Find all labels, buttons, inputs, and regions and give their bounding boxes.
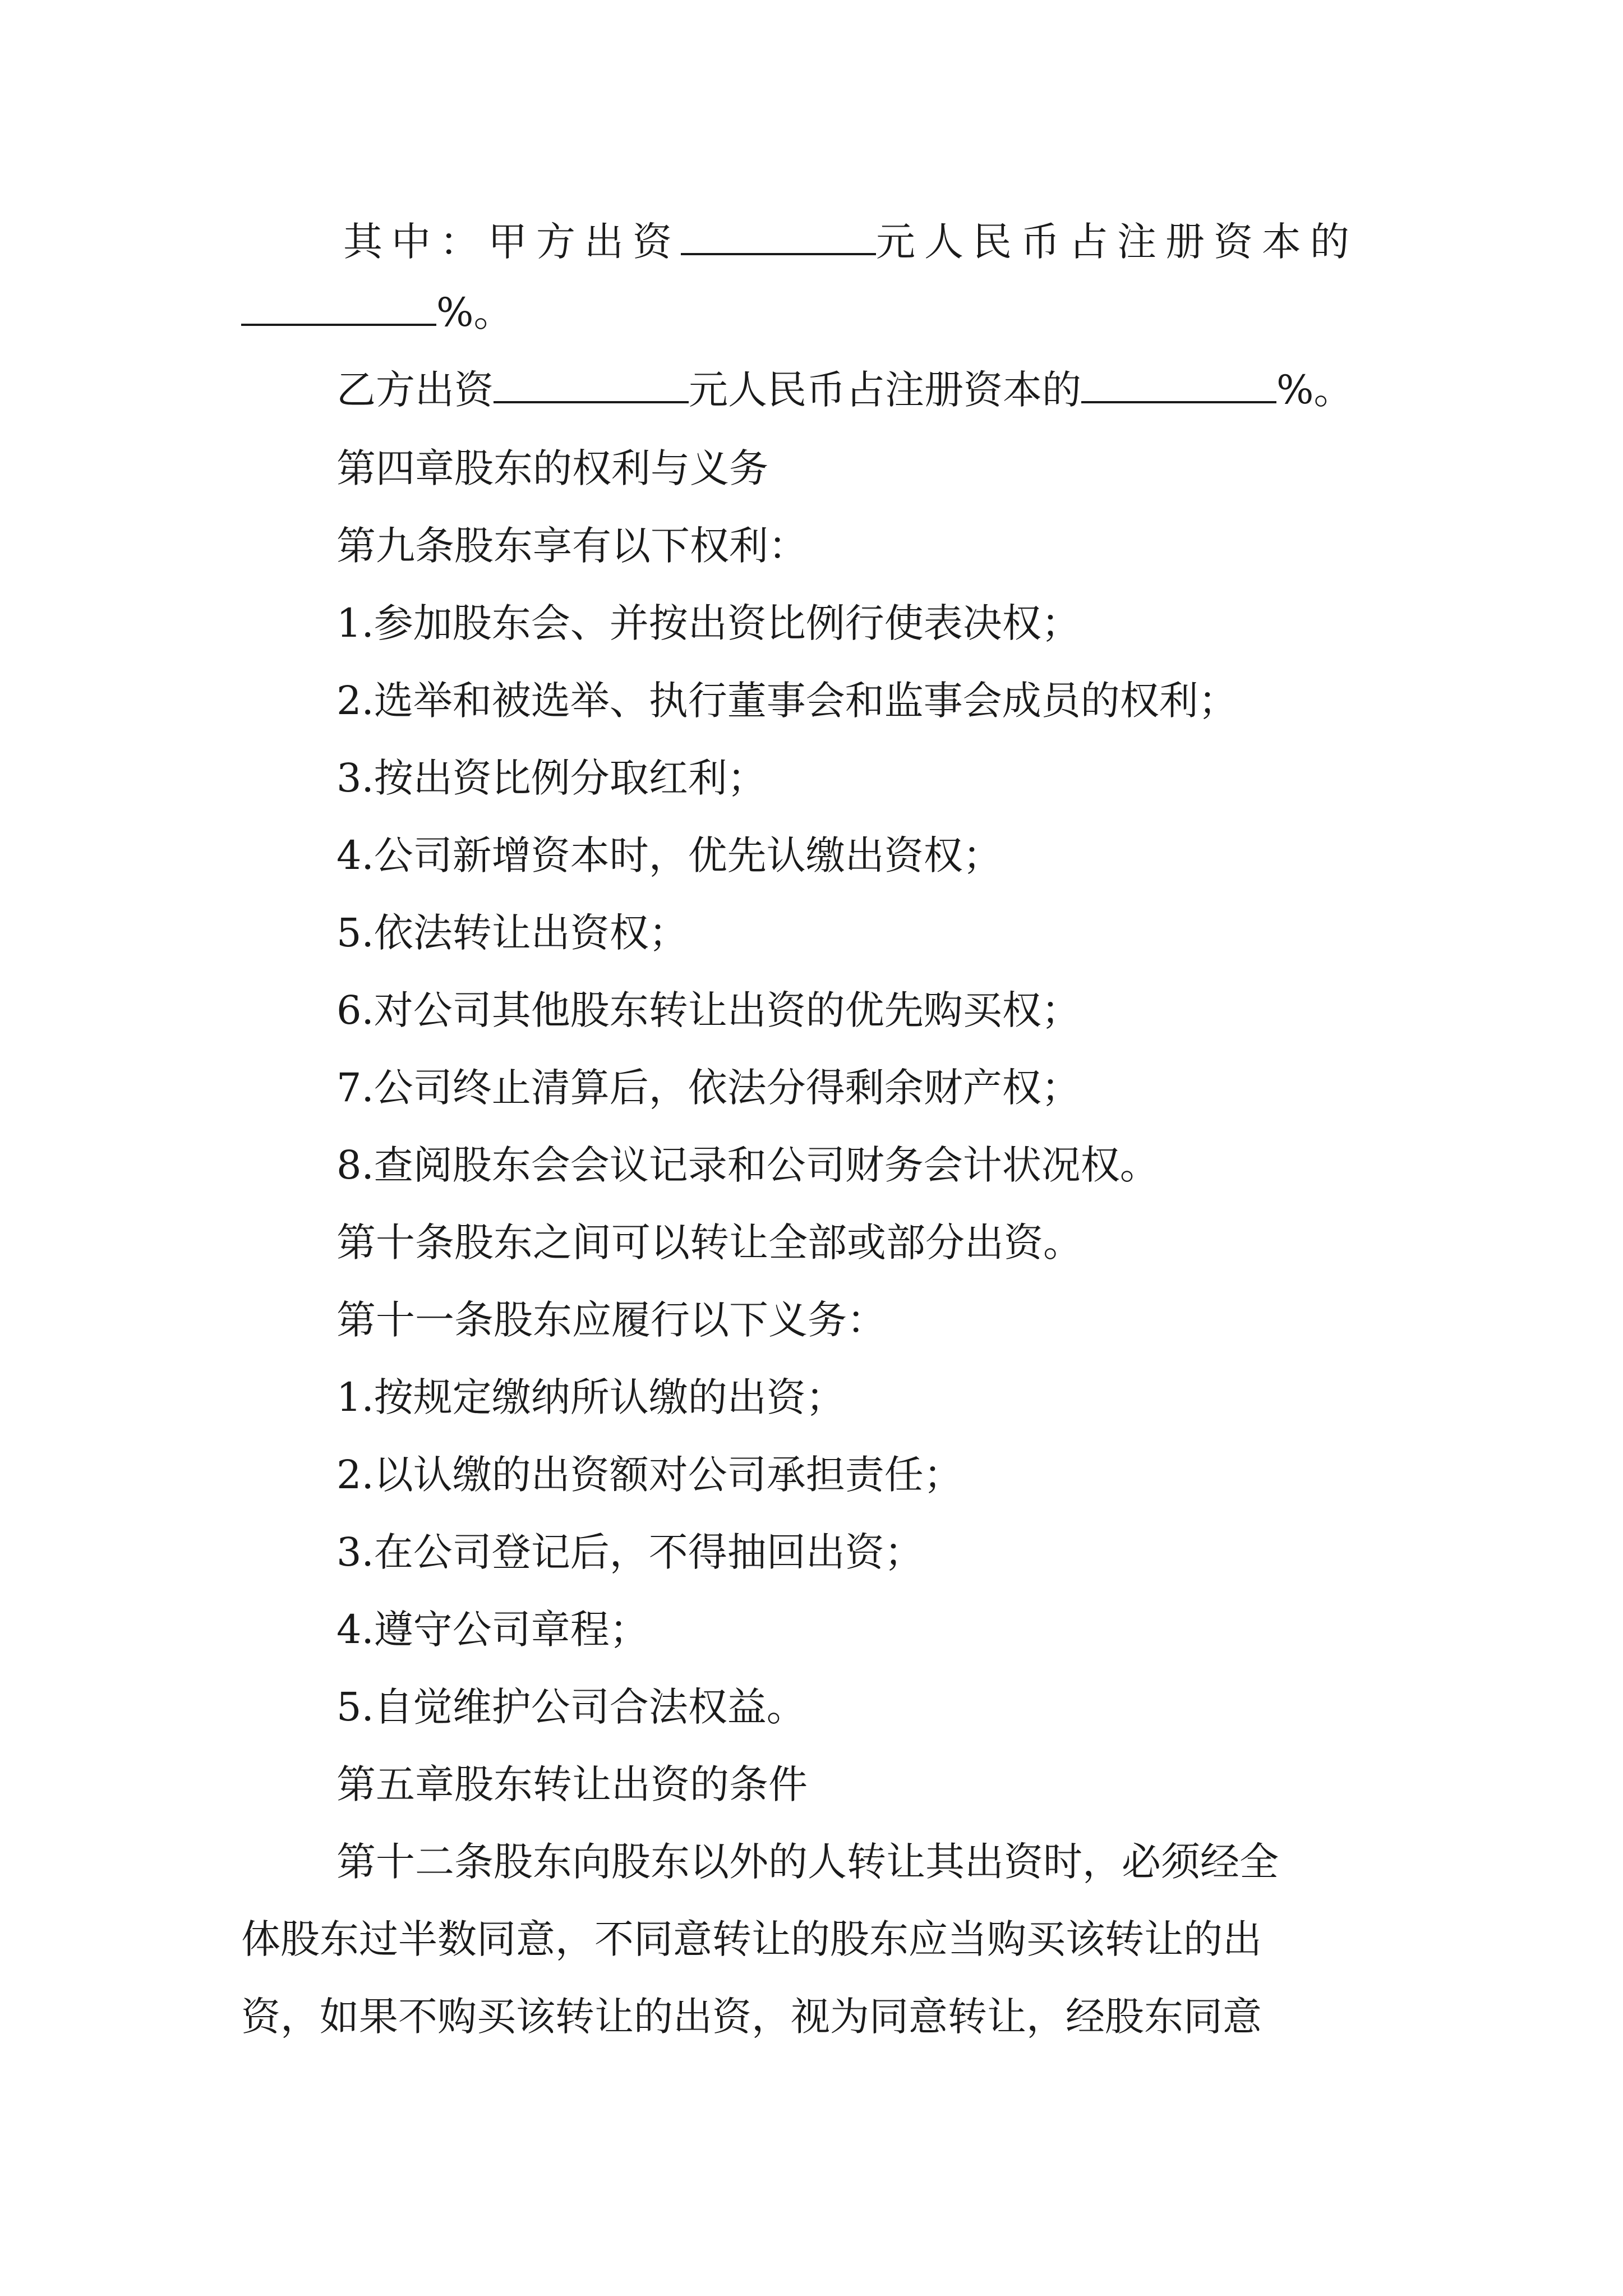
party-a-percent-line xyxy=(241,282,513,343)
party-b-suffix: %。 xyxy=(1276,367,1353,413)
right-item: 3.按出资比例分取红利； xyxy=(336,755,767,801)
obligation-item: 2.以认缴的出资额对公司承担责任； xyxy=(336,1452,963,1498)
article-10: 第十条股东之间可以转让全部或部分出资。 xyxy=(336,1220,1082,1266)
party-b-percent-blank xyxy=(1081,364,1276,403)
party-a-middle: 元人民币占注册资本的 xyxy=(876,219,1358,265)
chapter-4-title: 第四章股东的权利与义务 xyxy=(336,445,768,491)
article-11-title: 第十一条股东应履行以下义务： xyxy=(336,1297,886,1343)
party-a-percent-blank xyxy=(241,287,436,326)
party-a-amount-blank xyxy=(681,216,876,255)
party-a-prefix: 其中：甲方出资 xyxy=(343,219,681,265)
obligation-item: 5.自觉维护公司合法权益。 xyxy=(336,1684,806,1730)
right-item: 7.公司终止清算后，依法分得剩余财产权； xyxy=(336,1065,1081,1111)
right-item: 1.参加股东会、并按出资比例行使表决权； xyxy=(336,600,1081,646)
party-b-prefix: 乙方出资 xyxy=(336,367,494,413)
right-item: 5.依法转让出资权； xyxy=(336,910,688,956)
article-9-title: 第九条股东享有以下权利： xyxy=(336,523,808,569)
chapter-5-title: 第五章股东转让出资的条件 xyxy=(336,1761,808,1807)
right-item: 2.选举和被选举、执行董事会和监事会成员的权利； xyxy=(336,678,1238,724)
article-12-line: 第十二条股东向股东以外的人转让其出资时，必须经全 xyxy=(336,1839,1279,1885)
right-item: 4.公司新增资本时，优先认缴出资权； xyxy=(336,832,1002,878)
party-b-amount-blank xyxy=(494,364,689,403)
article-12-line: 资，如果不购买该转让的出资，视为同意转让，经股东同意 xyxy=(241,1994,1262,2040)
party-b-capital-line xyxy=(336,359,1353,421)
obligation-item: 3.在公司登记后，不得抽回出资； xyxy=(336,1529,924,1575)
article-12-line: 体股东过半数同意，不同意转让的股东应当购买该转让的出 xyxy=(241,1916,1262,1962)
right-item: 8.查阅股东会会议记录和公司财务会计状况权。 xyxy=(336,1142,1159,1188)
party-b-middle: 元人民币占注册资本的 xyxy=(689,367,1081,413)
obligation-item: 1.按规定缴纳所认缴的出资； xyxy=(336,1374,845,1420)
party-a-suffix: %。 xyxy=(436,289,513,335)
right-item: 6.对公司其他股东转让出资的优先购买权； xyxy=(336,987,1081,1033)
party-a-capital-line xyxy=(343,211,1358,273)
obligation-item: 4.遵守公司章程； xyxy=(336,1607,649,1653)
